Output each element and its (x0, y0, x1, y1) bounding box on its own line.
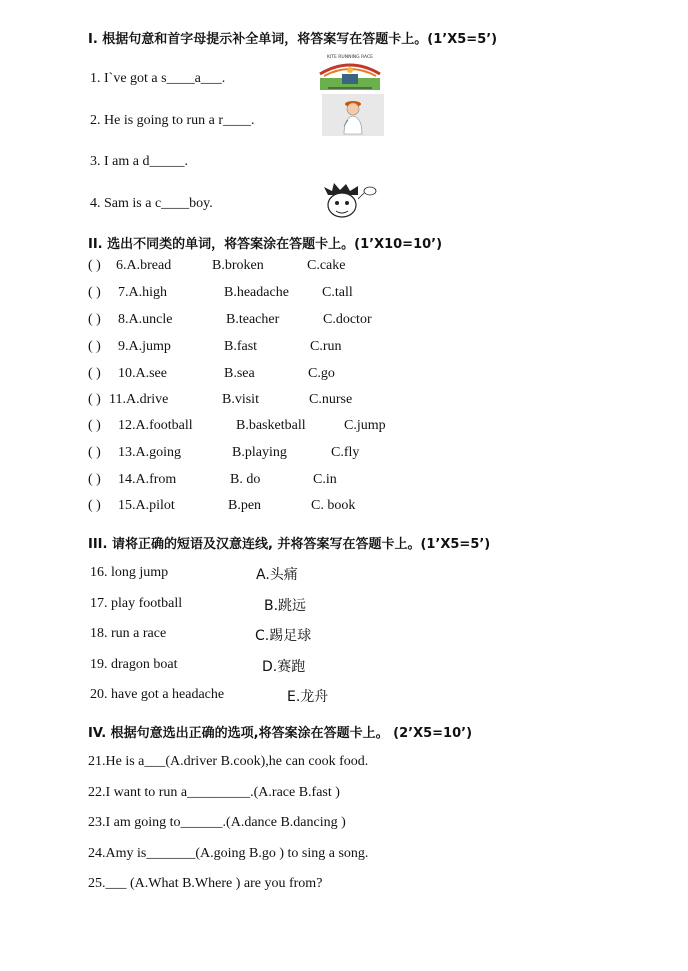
question-22: 22.I want to run a_________.(A.race B.fast ) (88, 785, 340, 800)
question-1: 1. I`ve got a s____a___. (90, 71, 226, 86)
choice-paren: ( ) (88, 445, 101, 460)
kite-race-picture (318, 52, 382, 92)
phrase-english: 16. long jump (90, 565, 169, 580)
option-a: 12.A.football (118, 418, 193, 433)
choice-paren: ( ) (88, 418, 101, 433)
option-c: C.nurse (309, 392, 353, 407)
option-c: C.go (308, 366, 335, 381)
phrase-chinese: E.龙舟 (287, 689, 329, 705)
option-b: B.sea (224, 366, 255, 381)
option-c: C.jump (344, 418, 386, 433)
option-b: B.broken (212, 258, 264, 273)
option-b: B.headache (224, 285, 289, 300)
option-c: C.in (313, 472, 337, 487)
choice-paren: ( ) (88, 285, 101, 300)
question-2: 2. He is going to run a r____. (90, 113, 255, 128)
question-4: 4. Sam is a c____boy. (90, 196, 213, 211)
phrase-english: 17. play football (90, 596, 183, 611)
option-a: 8.A.uncle (118, 312, 173, 327)
question-25: 25.___ (A.What B.Where ) are you from? (88, 876, 323, 891)
phrase-english: 20. have got a headache (90, 687, 225, 702)
option-b: B.playing (232, 445, 287, 460)
runner-picture (322, 94, 384, 136)
option-a: 15.A.pilot (118, 498, 175, 513)
option-c: C.fly (331, 445, 360, 460)
phrase-english: 18. run a race (90, 626, 167, 641)
option-c: C.cake (307, 258, 346, 273)
phrase-chinese: C.踢足球 (255, 628, 312, 644)
phrase-chinese: B.跳远 (264, 598, 307, 614)
option-a: 13.A.going (118, 445, 181, 460)
choice-paren: ( ) (88, 498, 101, 513)
option-a: 14.A.from (118, 472, 177, 487)
choice-paren: ( ) (88, 472, 101, 487)
phrase-chinese: D.赛跑 (262, 659, 306, 675)
boy-picture (318, 183, 380, 223)
option-b: B.fast (224, 339, 258, 354)
question-21: 21.He is a___(A.driver B.cook),he can cook food. (88, 754, 369, 769)
choice-paren: ( ) (88, 339, 101, 354)
option-a: 7.A.high (118, 285, 167, 300)
option-c: C.run (310, 339, 342, 354)
option-b: B.basketball (236, 418, 306, 433)
option-b: B.pen (228, 498, 262, 513)
section-4-heading: IV. 根据句意选出正确的选项,将答案涂在答题卡上。 (2’X5=10’) (88, 726, 473, 741)
option-c: C.doctor (323, 312, 372, 327)
section-2-heading: II. 选出不同类的单词，将答案涂在答题卡上。(1’X10=10’) (88, 237, 443, 252)
option-b: B.visit (222, 392, 259, 407)
question-24: 24.Amy is_______(A.going B.go ) to sing a song. (88, 846, 369, 861)
option-a: 11.A.drive (109, 392, 169, 407)
phrase-chinese: A.头痛 (256, 567, 298, 583)
question-23: 23.I am going to______.(A.dance B.dancing ) (88, 815, 346, 830)
option-a: 9.A.jump (118, 339, 171, 354)
option-c: C.tall (322, 285, 353, 300)
option-c: C. book (311, 498, 356, 513)
phrase-english: 19. dragon boat (90, 657, 178, 672)
choice-paren: ( ) (88, 392, 101, 407)
choice-paren: ( ) (88, 312, 101, 327)
option-b: B. do (230, 472, 261, 487)
choice-paren: ( ) (88, 366, 101, 381)
question-3: 3. I am a d_____. (90, 154, 188, 169)
option-a: 10.A.see (118, 366, 167, 381)
picture-caption: KITE RUNNING RACE (327, 55, 373, 60)
section-1-heading: I. 根据句意和首字母提示补全单词，将答案写在答题卡上。(1’X5=5’) (88, 32, 498, 47)
section-3-heading: III. 请将正确的短语及汉意连线, 并将答案写在答题卡上。(1’X5=5’) (88, 537, 491, 552)
choice-paren: ( ) (88, 258, 101, 273)
option-b: B.teacher (226, 312, 280, 327)
option-a: 6.A.bread (116, 258, 172, 273)
